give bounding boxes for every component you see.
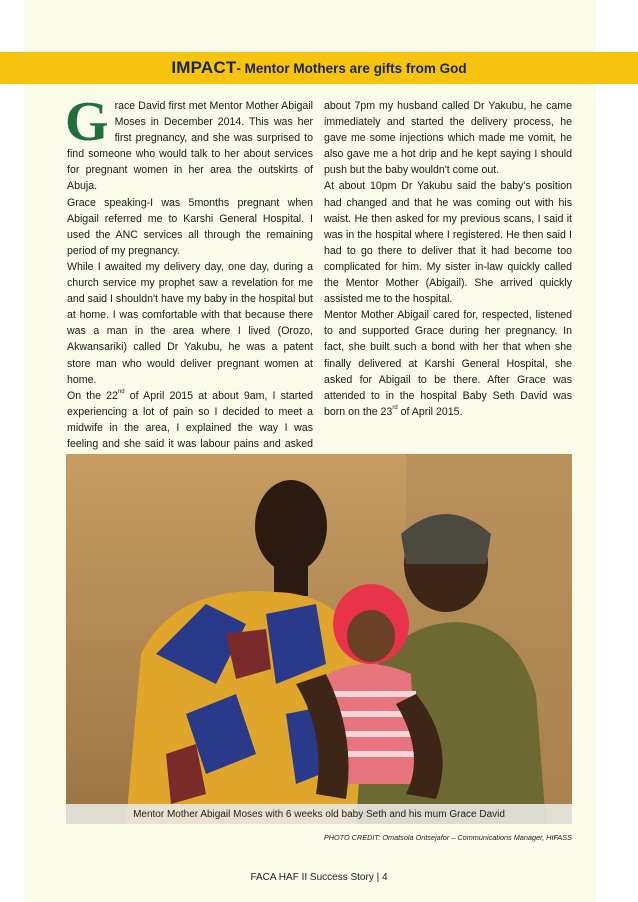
photo-credit: PHOTO CREDIT: Omatsola Oritsejafor – Communications Manager, HIFASS [323, 833, 572, 842]
paragraph-text: On the 22 [67, 389, 118, 402]
article-column-left [65, 91, 313, 500]
paragraph-text: of April 2015 at about 9am, I started experiencing a lot of pain so I decided to meet a midwife in the area, I explained the way I was feeling and she said it was labour pains and asked [67, 389, 313, 450]
paragraph: At about 10pm Dr Yakubu said the baby's position had changed and that he was coming out with his waist. He then asked for my previous scans, I said it was in the hospital where I registered. He then said I had to go there to deliver that it had become too complicated for him. My sister in-law quickly called the Mentor Mother (Abigail). She arrived quickly assisted me to the hospital. [324, 180, 572, 306]
ordinal-suffix: nd [117, 388, 125, 395]
page-title [171, 58, 466, 78]
paragraph: While I awaited my delivery day, one day, during a church service my prophet saw a revelation for me and said I shouldn't have my baby in the hospital but at home. I was comfortable with that because there was a man in the area where I lived (Orozo, Akwansariki) called Dr Yakubu, he was a patent store man who would deliver pregnant women at home. [67, 260, 313, 386]
page-footer: FACA HAF II Success Story | 4 [250, 872, 388, 883]
paragraph-text: of April 2015. [397, 405, 463, 418]
header-banner [0, 52, 638, 84]
drop-cap: G [65, 91, 109, 153]
page-margin-right [596, 0, 638, 902]
ordinal-suffix: rd [392, 404, 398, 411]
title-main: IMPACT [171, 58, 237, 77]
paragraph: Grace speaking-I was 5months pregnant when Abigail referred me to Karshi General Hospital. I used the ANC services all through the remaining period of my pregnancy. [67, 196, 313, 257]
paragraph-text: race David first met Mentor Mother Abigail Moses in December 2014. This was her first pregnancy, and she was surprised to find someone who would talk to her about services for pregnant women in her area the outskirts of Abuja. [67, 100, 313, 193]
article-column-right [324, 98, 572, 420]
paragraph-text: Mentor Mother Abigail cared for, respected, listened to and supported Grace during her pregnancy. In fact, she built such a bond with her that when she finally delivered at Karshi General Hospital, she asked for Abigail to be there. After Grace was attended to in the hospital Baby Seth David was born on the 23 [324, 309, 572, 418]
story-photo [66, 454, 572, 824]
title-sub: - Mentor Mothers are gifts from God [236, 61, 467, 76]
paragraph: about 7pm my husband called Dr Yakubu, he came immediately and started the delivery process, he gave me some injections which made me vomit, he also gave me a hot drip and he kept saying I should push but the baby wouldn't come out. [324, 100, 572, 177]
paragraph [65, 91, 313, 195]
page-margin-left [0, 0, 24, 902]
photo-caption: Mentor Mother Abigail Moses with 6 weeks old baby Seth and his mum Grace David [66, 804, 572, 824]
paragraph [324, 307, 572, 420]
photo-illustration [66, 454, 572, 824]
